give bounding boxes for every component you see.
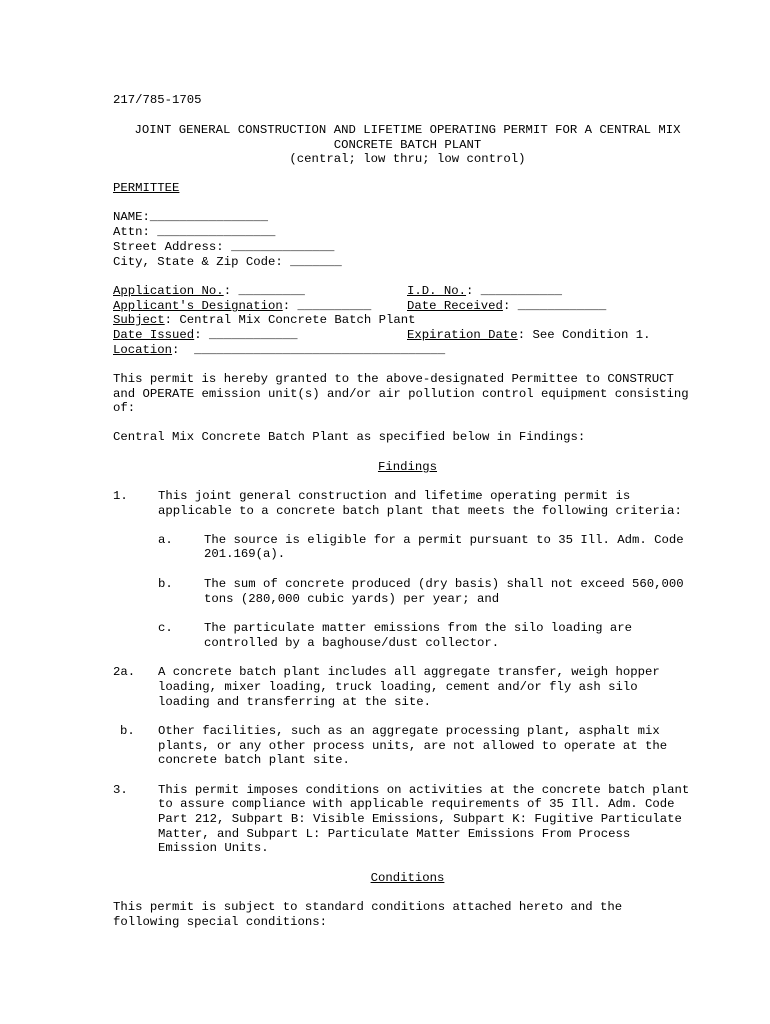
date-issued-field [113, 328, 298, 343]
conditions-heading: Conditions [370, 871, 445, 885]
permit-title-line1: JOINT GENERAL CONSTRUCTION AND LIFETIME OPERATING PERMIT FOR A CENTRAL MIX [134, 123, 681, 137]
id-no-value: : ___________ [466, 284, 562, 298]
conditions-intro: following special conditions: [113, 915, 328, 929]
finding-3-text: Part 212, Subpart B: Visible Emissions, Subpart K: Fugitive Particulate [158, 812, 682, 826]
location-value: : __________________________________ [172, 343, 446, 357]
designation-value: : __________ [282, 299, 372, 313]
permittee-street: Street Address: ______________ [113, 240, 335, 254]
finding-2b-text: plants, or any other process units, are not allowed to operate at the [158, 739, 668, 753]
conditions-intro: This permit is subject to standard conditions attached hereto and the [113, 900, 623, 914]
subject-label: Subject [113, 313, 165, 327]
designation-label: Applicant's Designation [113, 299, 283, 313]
date-received-field [407, 299, 606, 314]
date-received-label: Date Received [407, 299, 503, 313]
finding-2a-text: A concrete batch plant includes all aggregate transfer, weigh hopper [158, 665, 660, 679]
location-label: Location [113, 343, 173, 357]
finding-1-text: This joint general construction and lifetime operating permit is [158, 489, 631, 503]
intro-equipment-line: Central Mix Concrete Batch Plant as specified below in Findings: [113, 430, 586, 444]
finding-1-number: 1. [113, 489, 128, 503]
permittee-name: NAME:________________ [113, 210, 268, 224]
date-issued-label: Date Issued [113, 328, 195, 342]
finding-3-number: 3. [113, 783, 128, 797]
intro-line: and OPERATE emission unit(s) and/or air pollution control equipment consisting [113, 387, 689, 401]
criterion-a-text: 201.169(a). [204, 547, 286, 561]
criterion-a-number: a. [158, 533, 173, 547]
phone-number: 217/785-1705 [113, 93, 202, 107]
date-received-value: : ____________ [502, 299, 607, 313]
finding-2a-text: loading and transferring at the site. [158, 695, 432, 709]
criterion-c-text: controlled by a baghouse/dust collector. [204, 636, 500, 650]
id-no-label: I.D. No. [407, 284, 467, 298]
designation-field [113, 299, 371, 314]
intro-line: This permit is hereby granted to the above-designated Permittee to CONSTRUCT [113, 372, 674, 386]
findings-heading: Findings [377, 460, 438, 474]
criterion-b-text: tons (280,000 cubic yards) per year; and [204, 592, 500, 606]
criterion-a-text: The source is eligible for a permit pursuant to 35 Ill. Adm. Code [204, 533, 684, 547]
location-field [113, 343, 445, 358]
expiration-date-field [407, 328, 651, 343]
finding-2b-number: b. [120, 724, 135, 738]
criterion-c-text: The particulate matter emissions from the silo loading are [204, 621, 633, 635]
finding-3-text: This permit imposes conditions on activities at the concrete batch plant [158, 783, 690, 797]
permittee-attn: Attn: ________________ [113, 225, 276, 239]
finding-3-text: to assure compliance with applicable requirements of 35 Ill. Adm. Code [158, 797, 675, 811]
finding-2a-number: 2a. [113, 665, 136, 679]
criterion-c-number: c. [158, 621, 173, 635]
permittee-heading: PERMITTEE [113, 181, 180, 195]
finding-1-text: applicable to a concrete batch plant that meets the following criteria: [158, 504, 682, 518]
application-no-label: Application No. [113, 284, 224, 298]
finding-2b-text: concrete batch plant site. [158, 753, 350, 767]
permit-title-line3: (central; low thru; low control) [289, 152, 526, 166]
permittee-city: City, State & Zip Code: _______ [113, 255, 342, 269]
finding-3-text: Emission Units. [158, 841, 269, 855]
application-no-value: : _________ [223, 284, 305, 298]
permit-title-line2: CONCRETE BATCH PLANT [333, 138, 482, 152]
intro-line: of: [113, 401, 136, 415]
finding-2a-text: loading, mixer loading, truck loading, cement and/or fly ash silo [158, 680, 638, 694]
criterion-b-text: The sum of concrete produced (dry basis) shall not exceed 560,000 [204, 577, 684, 591]
finding-2b-text: Other facilities, such as an aggregate processing plant, asphalt mix [158, 724, 660, 738]
finding-3-text: Matter, and Subpart L: Particulate Matter Emissions From Process [158, 827, 631, 841]
subject-field [113, 313, 416, 328]
date-issued-value: : ____________ [194, 328, 298, 342]
expiration-date-label: Expiration Date [407, 328, 518, 342]
expiration-date-value: : See Condition 1. [517, 328, 651, 342]
application-no-field [113, 284, 305, 299]
id-no-field [407, 284, 562, 299]
subject-value: : Central Mix Concrete Batch Plant [164, 313, 416, 327]
criterion-b-number: b. [158, 577, 173, 591]
